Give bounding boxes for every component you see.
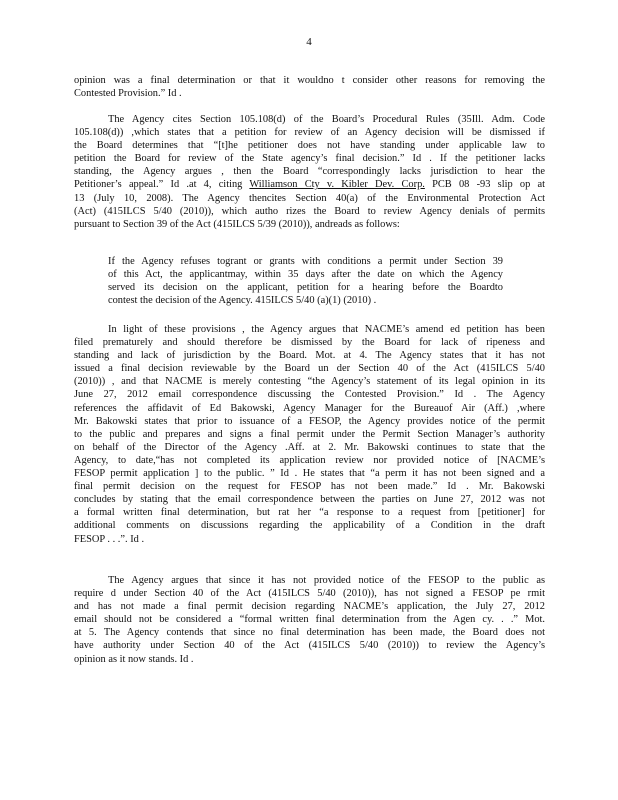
text-line: Agency, to date,“has not completed its application review nor provided notice of [NACME’s <box>74 454 545 466</box>
text-line: to the public and prepares and signs a final permit under the Permit Section Manager’s authority <box>74 428 545 440</box>
page-number: 4 <box>306 36 312 48</box>
text-line: (2010)) , and that NACME is merely contesting “the Agency’s statement of its legal opinion in its <box>74 376 545 388</box>
text-line: Contested Provision.” Id . <box>74 88 182 100</box>
text-line: concludes by stating that the email correspondence between the parties on June 27, 2012 was not <box>74 494 545 506</box>
text-line: and has not made a final permit decision regarding NACME’s application, the July 27, 2012 <box>74 601 545 613</box>
text-line: opinion as it now stands. Id . <box>74 653 194 665</box>
citation-prefix: Petitioner’s appeal.” Id .at 4, citing <box>74 179 250 191</box>
quote-line: served its decision on the applicant, petition for a hearing before the Boardto <box>108 282 503 294</box>
text-line: (Act) (415ILCS 5/40 (2010)), which autho rizes the Board to review Agency denials of permits <box>74 205 545 217</box>
text-line <box>74 178 545 191</box>
text-line: 105.108(d)) ,which states that a petition for review of an Agency decision will be dismissed if <box>74 127 545 139</box>
text-line: filed prematurely and should therefore be dismissed by the Board for lack of ripeness and <box>74 337 545 349</box>
text-line: the Board determines that “[t]he petitioner does not have standing under applicable law to <box>74 140 545 152</box>
quote-line: of this Act, the applicantmay, within 35 days after the date on which the Agency <box>108 269 503 281</box>
block-quote <box>108 255 503 307</box>
text-line: require d under Section 40 of the Act (415ILCS 5/40 (2010)), has not signed a FESOP pe rmit <box>74 588 545 600</box>
text-line: a formal written final determination, but rat her “a response to a request from [petitioner] for <box>74 507 545 519</box>
text-line: email should not be considered a “formal written final determination from the Agen cy. . .” Mot. <box>74 614 545 626</box>
text-line: The Agency cites Section 105.108(d) of the Board’s Procedural Rules (35Ill. Adm. Code <box>108 114 545 125</box>
text-line: 13 (July 10, 2008). The Agency thencites Section 40(a) of the Environmental Protection Act <box>74 192 545 204</box>
text-line: FESOP permit application ] to the public. ” Id . He states that “a perm it has not been signed and a <box>74 468 545 480</box>
text-line: The Agency argues that since it has not provided notice of the FESOP to the public as <box>108 575 545 586</box>
text-line: have authority under Section 40 of the Act (415ILCS 5/40 (2010)) to review the Agency’s <box>74 640 545 652</box>
text-line: additional comments on discussions regarding the applicability of a Condition in the draft <box>74 520 545 532</box>
case-citation: Williamson Cty v. Kibler Dev. Corp. <box>249 179 425 191</box>
text-line: petition the Board for review of the State agency’s final decision.” Id . If the petitioner lacks <box>74 153 545 165</box>
quote-line: If the Agency refuses togrant or grants with conditions a permit under Section 39 <box>108 256 503 267</box>
paragraph-4 <box>74 574 545 666</box>
quote-line: contest the decision of the Agency. 415ILCS 5/40 (a)(1) (2010) . <box>108 295 377 307</box>
paragraph-3 <box>74 323 545 546</box>
text-line: issued a final decision reviewable by the Board un der Section 40 of the Act (415ILCS 5/40 <box>74 363 545 375</box>
text-line: standing, the Agency argues , then the Board “correspondingly lacks jurisdiction to hear the <box>74 166 545 178</box>
text-line: references the affidavit of Ed Bakowski, Agency Manager for the Bureauof Air (Aff.) ,where <box>74 402 545 414</box>
text-line: pursuant to Section 39 of the Act (415ILCS 5/39 (2010)), andreads as follows: <box>74 218 400 230</box>
text-line: June 27, 2012 email correspondence discussing the Contested Provision.” Id . The Agency <box>74 389 545 401</box>
text-line: Mr. Bakowski states that prior to issuance of a FESOP, the Agency provides notice of the permit <box>74 415 545 427</box>
text-line: on behalf of the Director of the Agency .Aff. at 2. Mr. Bakowski continues to state that the <box>74 441 545 453</box>
text-line: final permit decision on the request for FESOP has not been made.” Id . Mr. Bakowski <box>74 481 545 493</box>
text-line: In light of these provisions , the Agency argues that NACME’s amend ed petition has been <box>108 324 545 335</box>
paragraph-2 <box>74 113 545 231</box>
text-line: standing and lack of jurisdiction by the Board. Mot. at 4. The Agency states that it has not <box>74 350 545 362</box>
text-line: FESOP . . .”. Id . <box>74 533 145 545</box>
text-line: at 5. The Agency contends that since no final determination has been made, the Board does not <box>74 627 545 639</box>
paragraph-1 <box>74 74 545 100</box>
citation-suffix: PCB 08 -93 slip op at <box>424 179 545 191</box>
text-line: opinion was a final determination or that it wouldno t consider other reasons for removing the <box>74 75 545 86</box>
